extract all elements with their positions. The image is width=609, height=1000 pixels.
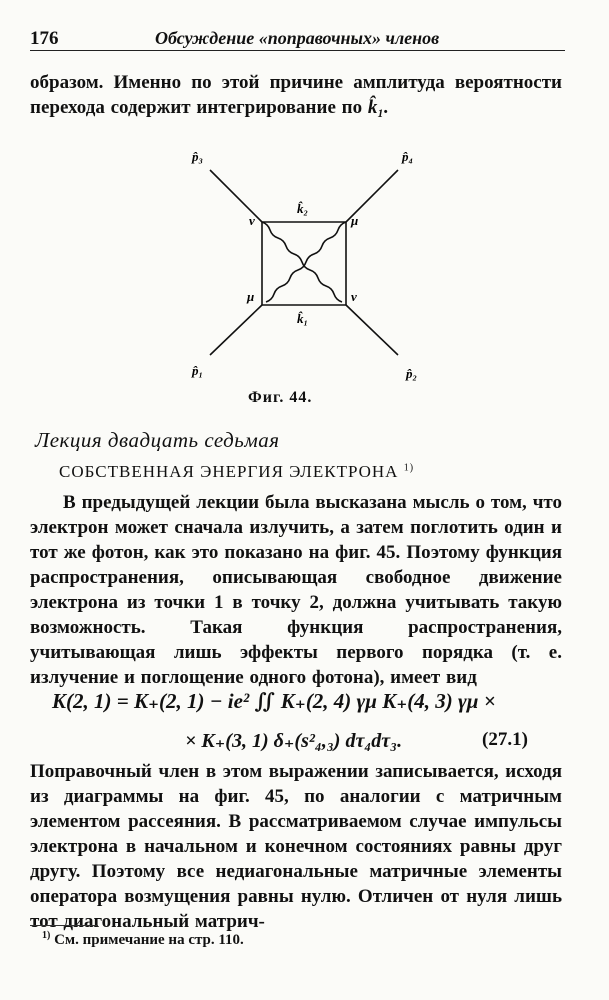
- page-header: [30, 26, 565, 51]
- feynman-diagram: [180, 135, 440, 395]
- label-p4: p̂₄: [402, 149, 414, 164]
- footnote-text: См. примечание на стр. 110.: [54, 932, 244, 948]
- footnote-rule: [30, 925, 98, 926]
- label-nu-top: ν: [249, 213, 255, 228]
- label-mu-top: μ: [351, 213, 359, 228]
- photon-line-2: [266, 222, 346, 302]
- section-footnote-mark: 1): [403, 462, 415, 474]
- label-k2: k̂₂: [297, 201, 309, 216]
- footnote-mark: 1): [42, 930, 51, 941]
- intro-text: образом. Именно по этой причине амплитуда вероятности перехода содержит интегрирование по: [30, 72, 562, 118]
- paragraph-2: Поправочный член в этом выражении записывается, исходя из диаграммы на фиг. 45, по аналогии с матричным элементом рассеяния. В рассматриваемом случае импульсы электрона в начальном и конечном состояниях равны друг другу. Поэтому все недиагональные матричные элементы оператора возмущения равны нулю. Отличен от нуля лишь тот диагональный матрич-: [30, 761, 562, 932]
- line-p2: [346, 305, 398, 355]
- lecture-title: Лекция двадцать седьмая: [35, 428, 280, 452]
- label-mu-bottom: μ: [247, 289, 255, 304]
- figure-caption: Фиг. 44.: [248, 389, 313, 406]
- page-number: 176: [30, 28, 59, 49]
- section-title: [59, 462, 414, 482]
- label-nu-bottom: ν: [351, 289, 357, 304]
- section-title-text: СОБСТВЕННАЯ ЭНЕРГИЯ ЭЛЕКТРОНА: [59, 462, 399, 481]
- intro-paragraph: [30, 70, 562, 120]
- running-head: Обсуждение «поправочных» членов: [155, 28, 440, 48]
- photon-line-1: [262, 222, 342, 302]
- equation-line-1: K(2, 1) = K₊(2, 1) − ie² ∬ K₊(2, 4) γμ K₊(4, 3) γμ ×: [52, 689, 496, 713]
- feynman-diagram-figure: [180, 135, 440, 395]
- footnote: [42, 930, 244, 949]
- label-p2: p̂₂: [406, 366, 418, 381]
- equation-line-2: × K₊(3, 1) δ₊(s²₄,₃) dτ₄dτ₃.: [185, 730, 403, 752]
- label-k1: k̂₁: [297, 311, 309, 326]
- paragraph-1: В предыдущей лекции была высказана мысль о том, что электрон может сначала излучить, а затем поглотить один и тот же фотон, как это показано на фиг. 45. Поэтому функция распространения, описывающая свободное движение электрона из точки 1 в точку 2, должна учитывать такую возможность. Такая функция распространения, учитывающая лишь эффекты первого порядка (т. е. излучение и поглощение одного фотона), имеет вид: [30, 492, 562, 688]
- label-p1: p̂₁: [192, 363, 204, 378]
- line-p1: [210, 305, 262, 355]
- equation-number: (27.1): [482, 729, 528, 750]
- label-p3: p̂₃: [192, 149, 204, 164]
- intro-math: k̂₁.: [367, 97, 389, 118]
